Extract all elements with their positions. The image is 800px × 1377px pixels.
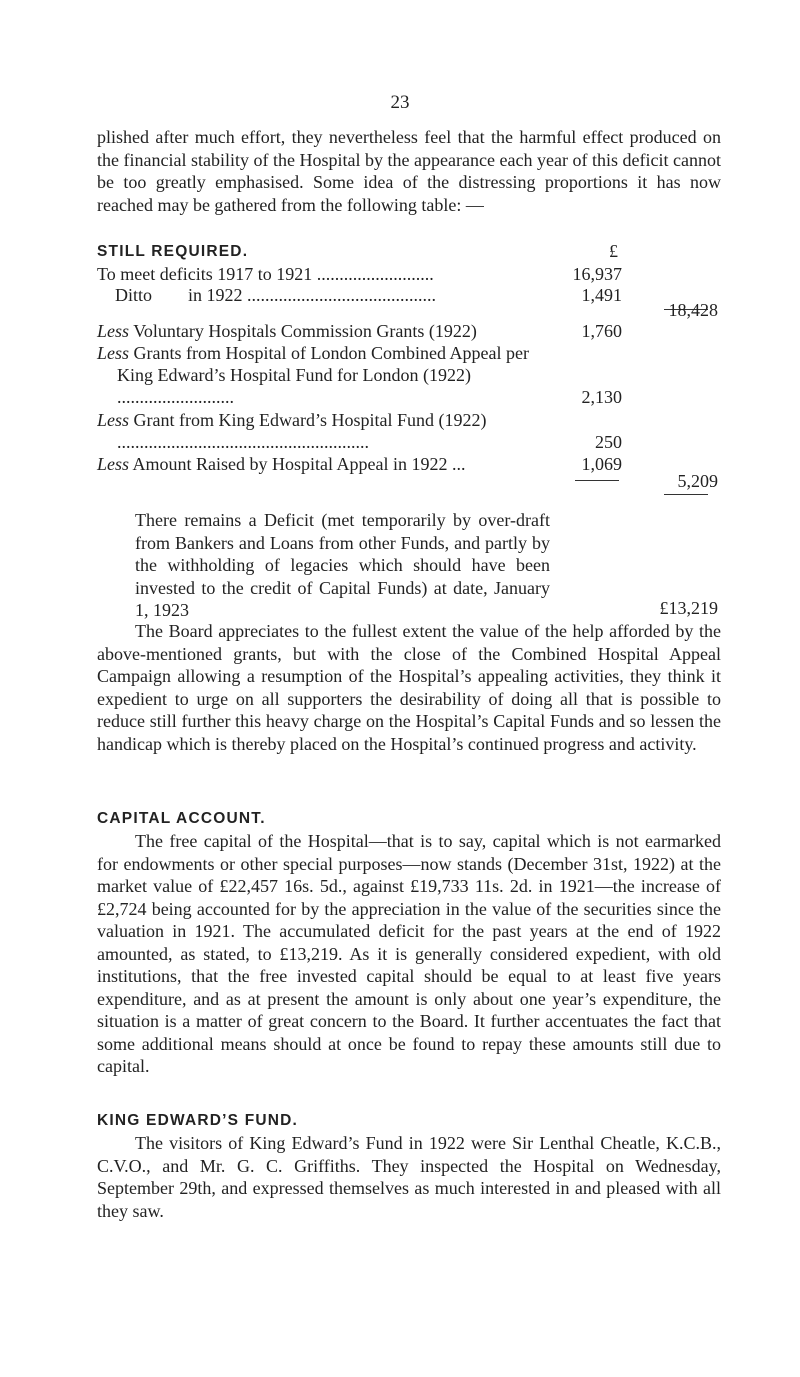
less-row-amount: 1,760 — [581, 321, 622, 341]
king-edwards-fund-paragraph: The visitors of King Edward’s Fund in 1922 were Sir Lenthal Cheatle, K.C.B., C.V.O., and Mr. G. C. Griffiths. They inspected the Hospital on Wednesday, September 29th, and expressed themselves as much interested in and pleased with all they saw. — [97, 1133, 721, 1221]
board-paragraph: The Board appreciates to the fullest extent the value of the help afforded by the above-mentioned grants, but with the close of the Combined Hospital Appeal Campaign allowing a resumption of the Hospital’s appealing activities, they think it expedient to urge on all supporters the desirability of doing all that is possible to reduce still further this heavy charge on the Hospital’s Capital Funds and so lessen the handicap which is thereby placed on the Hospital’s continued progress and activity. — [97, 621, 721, 754]
less-row-amount: 1,069 — [581, 454, 622, 474]
less-label: Less — [97, 410, 130, 430]
intro-paragraph: plished after much effort, they nevertheless feel that the harmful effect produced on the financial stability of the Hospital by the appearance each year of this deficit cannot be too greatly emphasised. Some idea of the distressing proportions it has now reached may be gathered from the following table: — — [97, 127, 721, 215]
table-row-amount: 1,491 — [581, 285, 622, 305]
rule-line — [664, 494, 708, 495]
subtotal-amount: 18,428 — [668, 300, 718, 320]
capital-account-heading: CAPITAL ACCOUNT. — [97, 810, 266, 827]
currency-symbol: £ — [609, 241, 618, 261]
less-row-text: Amount Raised by Hospital Appeal in 1922 ... — [129, 454, 466, 474]
less-label: Less — [97, 343, 130, 363]
less-label: Less — [97, 454, 130, 474]
less-row-amount: 2,130 — [581, 387, 622, 407]
deficit-remaining-total: £13,219 — [659, 598, 718, 618]
table-row-label: Ditto in 1922 .......................................... — [115, 285, 437, 305]
table-row-amount: 16,937 — [572, 264, 622, 284]
subtotal-amount: 5,209 — [677, 471, 718, 491]
capital-account-paragraph: The free capital of the Hospital—that is to say, capital which is not earmarked for endowments or other special purposes—now stands (December 31st, 1922) at the market value of £22,457 16s. 5d., against £19,733 11s. 2d. in 1921—the increase of £2,724 being accounted for by the appreciation in the value of the securities since the valuation in 1921. The accumulated deficit for the past years at the end of 1922 amounted, as stated, to £13,219. As it is generally considered expedient, with old institutions, that the free invested capital should be equal to at least five years expenditure, and as at present the amount is only about one year’s expenditure, the situation is a matter of great concern to the Board. It further accentuates the fact that some additional means should at once be found to repay these amounts still due to capital. — [97, 831, 721, 1076]
king-edwards-fund-heading: KING EDWARD’S FUND. — [97, 1112, 299, 1129]
less-label: Less — [97, 321, 130, 341]
less-row-amount: 250 — [595, 432, 622, 452]
less-row-text: Grants from Hospital of London Combined Appeal per King Edward’s Hospital Fund for London (1922) .......................... — [117, 343, 529, 407]
less-row-text: Voluntary Hospitals Commission Grants (1922) — [129, 321, 477, 341]
table-heading: STILL REQUIRED. — [97, 243, 249, 260]
less-row — [97, 409, 547, 453]
less-row — [97, 342, 547, 408]
table-row-label: To meet deficits 1917 to 1921 .......................... — [97, 264, 434, 284]
rule-line — [575, 480, 619, 481]
less-row-text: Grant from King Edward’s Hospital Fund (1922) ........................................................ — [117, 410, 487, 452]
deficit-remaining-text: There remains a Deficit (met temporarily by over-draft from Bankers and Loans from other Funds, and partly by the withholding of legacies which should have been invested to the credit of Capital Funds) at date, January 1, 1923 — [135, 510, 550, 620]
page-number: 23 — [390, 92, 410, 113]
